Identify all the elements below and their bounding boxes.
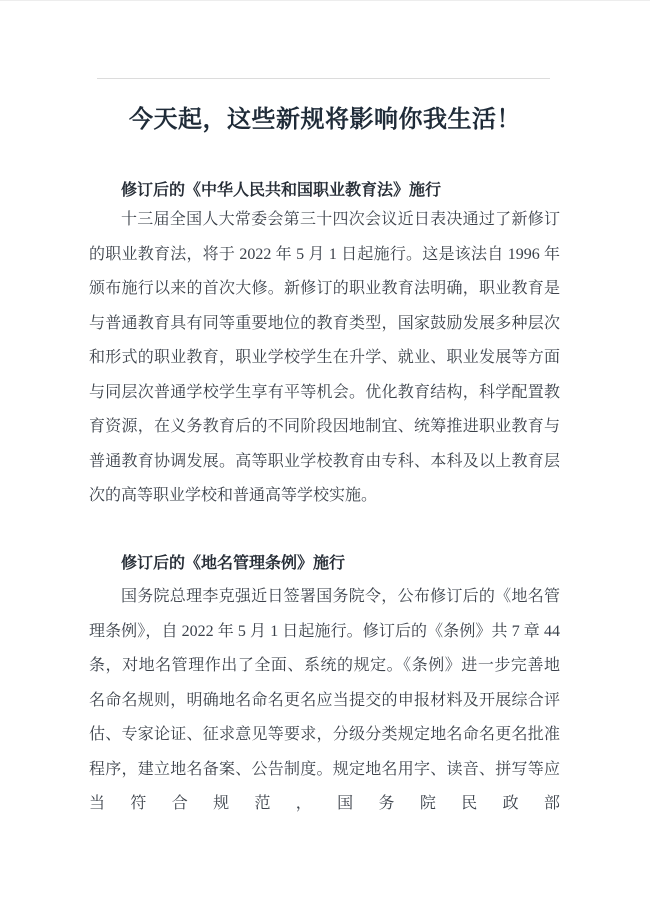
page-top-edge-line bbox=[0, 0, 650, 1]
section-2-paragraph: 国务院总理李克强近日签署国务院令，公布修订后的《地名管理条例》，自 2022 年 5 月 1 日起施行。修订后的《条例》共 7 章 44 条，对地名管理作出了全面、系统的规定。《条例》进一步完善地名命名规则，明确地名命名更名应当提交的申报材料及开展综合评估、专家论证、征求意见等要求，分级分类规定地名命名更名批准程序，建立地名备案、公告制度。规定地名用字、读音、拼写等应当符合规范，国务院民政部 bbox=[89, 588, 560, 812]
page-title: 今天起，这些新规将影响你我生活！ bbox=[129, 107, 521, 133]
section-1-paragraph: 十三届全国人大常委会第三十四次会议近日表决通过了新修订的职业教育法，将于 2022 年 5 月 1 日起施行。这是该法自 1996 年颁布施行以来的首次大修。新修订的职业教育法明确，职业教育是与普通教育具有同等重要地位的教育类型，国家鼓励发展多种层次和形式的职业教育，职业学校学生在升学、就业、职业发展等方面与同层次普通学校学生享有平等机会。优化教育结构，科学配置教育资源，在义务教育后的不同阶段因地制宜、统筹推进职业教育与普通教育协调发展。高等职业学校教育由专科、本科及以上教育层次的高等职业学校和普通高等学校实施。 bbox=[89, 211, 560, 504]
section-2-heading: 修订后的《地名管理条例》施行 bbox=[121, 555, 346, 572]
section-1-heading: 修订后的《中华人民共和国职业教育法》施行 bbox=[121, 182, 442, 199]
header-divider bbox=[97, 78, 550, 79]
